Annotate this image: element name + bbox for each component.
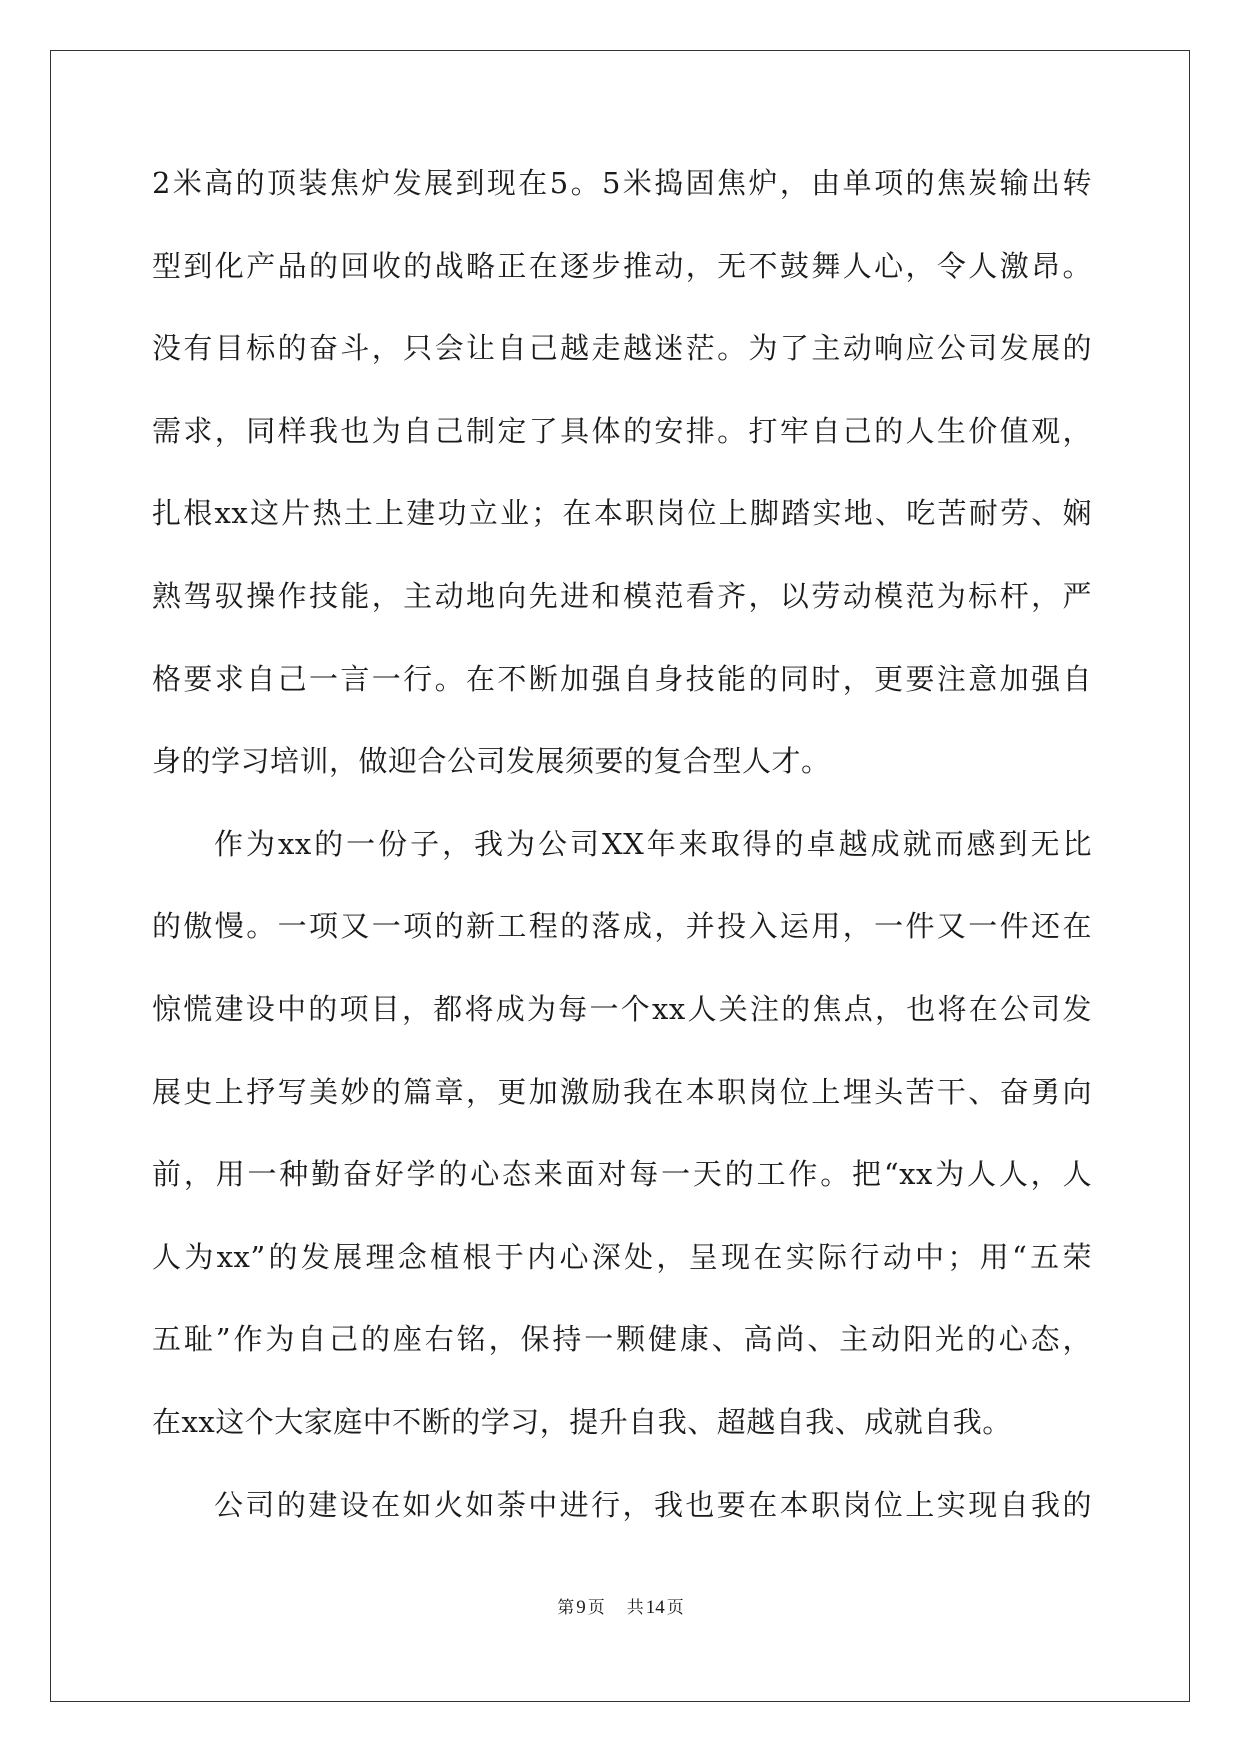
text-line: 惊慌建设中的项目，都将成为每一个xx人关注的焦点，也将在公司发: [152, 991, 1092, 1026]
text-line: 五耻”作为自己的座右铭，保持一颗健康、高尚、主动阳光的心态，: [152, 1322, 1092, 1357]
page-prefix: 第: [557, 1598, 575, 1618]
document-body: [152, 163, 1092, 1567]
page-suffix: 页: [587, 1598, 605, 1618]
text-line: 型到化产品的回收的战略正在逐步推动，无不鼓舞人心，令人激昂。: [152, 248, 1092, 283]
total-pages: 14: [645, 1597, 665, 1618]
text-line: 身的学习培训，做迎合公司发展须要的复合型人才。: [152, 744, 831, 779]
text-line: 没有目标的奋斗，只会让自己越走越迷茫。为了主动响应公司发展的: [152, 331, 1092, 366]
text-line: 需求，同样我也为自己制定了具体的安排。打牢自己的人生价值观，: [152, 413, 1092, 448]
text-line: 格要求自己一言一行。在不断加强自身技能的同时，更要注意加强自: [152, 661, 1092, 696]
page-footer: [0, 1597, 1241, 1619]
text-line: 熟驾驭操作技能，主动地向先进和模范看齐，以劳动模范为标杆，严: [152, 578, 1092, 613]
total-suffix: 页: [666, 1598, 684, 1618]
text-line: 前，用一种勤奋好学的心态来面对每一天的工作。把“xx为人人，人: [152, 1157, 1092, 1192]
text-line: 在xx这个大家庭中不断的学习，提升自我、超越自我、成就自我。: [152, 1404, 1012, 1439]
text-line: 扎根xx这片热土上建功立业；在本职岗位上脚踏实地、吃苦耐劳、娴: [152, 496, 1092, 531]
total-prefix: 共: [626, 1598, 644, 1618]
text-line: 人为xx”的发展理念植根于内心深处，呈现在实际行动中；用“五荣: [152, 1239, 1092, 1274]
text-line: 2米高的顶装焦炉发展到现在5。5米捣固焦炉，由单项的焦炭输出转: [152, 166, 1092, 200]
text-line: 展史上抒写美妙的篇章，更加激励我在本职岗位上埋头苦干、奋勇向: [152, 1074, 1092, 1109]
paragraph-start-line: 作为xx的一份子，我为公司XX年来取得的卓越成就而感到无比: [214, 826, 1092, 861]
paragraph-start-line: 公司的建设在如火如荼中进行，我也要在本职岗位上实现自我的: [214, 1487, 1092, 1522]
page-number: 9: [576, 1597, 586, 1618]
text-line: 的傲慢。一项又一项的新工程的落成，并投入运用，一件又一件还在: [152, 909, 1092, 944]
